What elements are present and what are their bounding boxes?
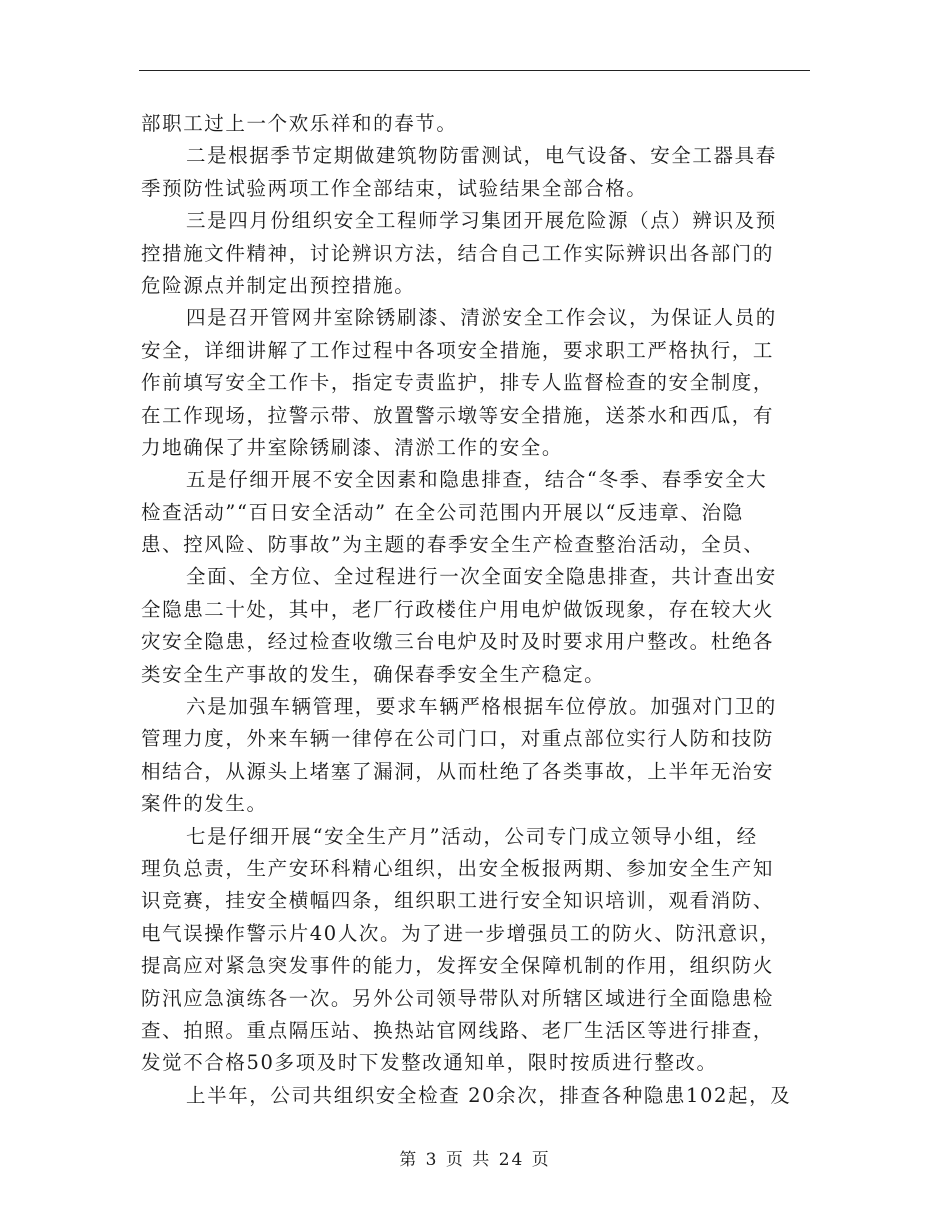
text-line: 检查活动”“百日安全活动” 在全公司范围内开展以“反违章、治隐 bbox=[141, 500, 744, 524]
text-line: 力地确保了井室除锈刷漆、清淤工作的安全。 bbox=[141, 435, 564, 459]
text-line: 二是根据季节定期做建筑物防雷测试，电气设备、安全工器具春 bbox=[186, 144, 777, 168]
text-line: 患、控风险、防事故”为主题的春季安全生产检查整治活动，全员、 bbox=[141, 533, 765, 557]
text-line: 季预防性试验两项工作全部结束，试验结果全部合格。 bbox=[141, 176, 648, 200]
text-line: 全面、全方位、全过程进行一次全面安全隐患排查，共计查出安 bbox=[186, 565, 777, 589]
text-line: 识竞赛，挂安全横幅四条，组织职工进行安全知识培训，观看消防、 bbox=[141, 889, 775, 913]
text-line: 作前填写安全工作卡，指定专责监护，排专人监督检查的安全制度， bbox=[141, 371, 775, 395]
text-line: 四是召开管网井室除锈刷漆、清淤安全工作会议，为保证人员的 bbox=[186, 306, 777, 330]
text-line: 管理力度，外来车辆一律停在公司门口，对重点部位实行人防和技防 bbox=[141, 727, 775, 751]
text-line: 在工作现场，拉警示带、放置警示墩等安全措施，送茶水和西瓜，有 bbox=[141, 403, 775, 427]
header-rule bbox=[139, 70, 810, 71]
text-line: 七是仔细开展“安全生产月”活动，公司专门成立领导小组，经 bbox=[186, 824, 758, 848]
text-line: 灾安全隐患，经过检查收缴三台电炉及时及时要求用户整改。杜绝各 bbox=[141, 630, 775, 654]
text-line: 发觉不合格50多项及时下发整改通知单，限时按质进行整改。 bbox=[141, 1051, 718, 1075]
text-line: 五是仔细开展不安全因素和隐患排查，结合“冬季、春季安全大 bbox=[186, 468, 768, 492]
text-line: 案件的发生。 bbox=[141, 792, 268, 816]
text-line: 电气误操作警示片40人次。为了进一步增强员工的防火、防汛意识， bbox=[141, 921, 781, 945]
text-line: 控措施文件精神，讨论辨识方法，结合自己工作实际辨识出各部门的 bbox=[141, 241, 775, 265]
text-line: 部职工过上一个欢乐祥和的春节。 bbox=[141, 112, 458, 135]
page-footer: 第 3 页 共 24 页 bbox=[399, 1150, 551, 1170]
text-line: 防汛应急演练各一次。另外公司领导带队对所辖区域进行全面隐患检 bbox=[141, 986, 775, 1010]
text-line: 理负总责，生产安环科精心组织，出安全板报两期、参加安全生产知 bbox=[141, 856, 775, 880]
text-line: 安全，详细讲解了工作过程中各项安全措施，要求职工严格执行，工 bbox=[141, 338, 775, 362]
text-line: 六是加强车辆管理，要求车辆严格根据车位停放。加强对门卫的 bbox=[186, 695, 777, 719]
text-line: 类安全生产事故的发生，确保春季安全生产稳定。 bbox=[141, 662, 606, 686]
document-body bbox=[141, 108, 813, 1112]
text-line: 全隐患二十处，其中，老厂行政楼住户用电炉做饭现象，存在较大火 bbox=[141, 597, 775, 621]
text-line: 三是四月份组织安全工程师学习集团开展危险源（点）辨识及预 bbox=[186, 209, 777, 233]
text-line: 危险源点并制定出预控措施。 bbox=[141, 273, 416, 297]
text-line: 查、拍照。重点隔压站、换热站官网线路、老厂生活区等进行排查， bbox=[141, 1018, 775, 1042]
text-line: 相结合，从源头上堵塞了漏洞，从而杜绝了各类事故，上半年无治安 bbox=[141, 759, 775, 783]
text-line: 提高应对紧急突发事件的能力，发挥安全保障机制的作用，组织防火 bbox=[141, 954, 775, 978]
text-line: 上半年，公司共组织安全检查 20余次，排查各种隐患102起，及 bbox=[186, 1083, 792, 1107]
